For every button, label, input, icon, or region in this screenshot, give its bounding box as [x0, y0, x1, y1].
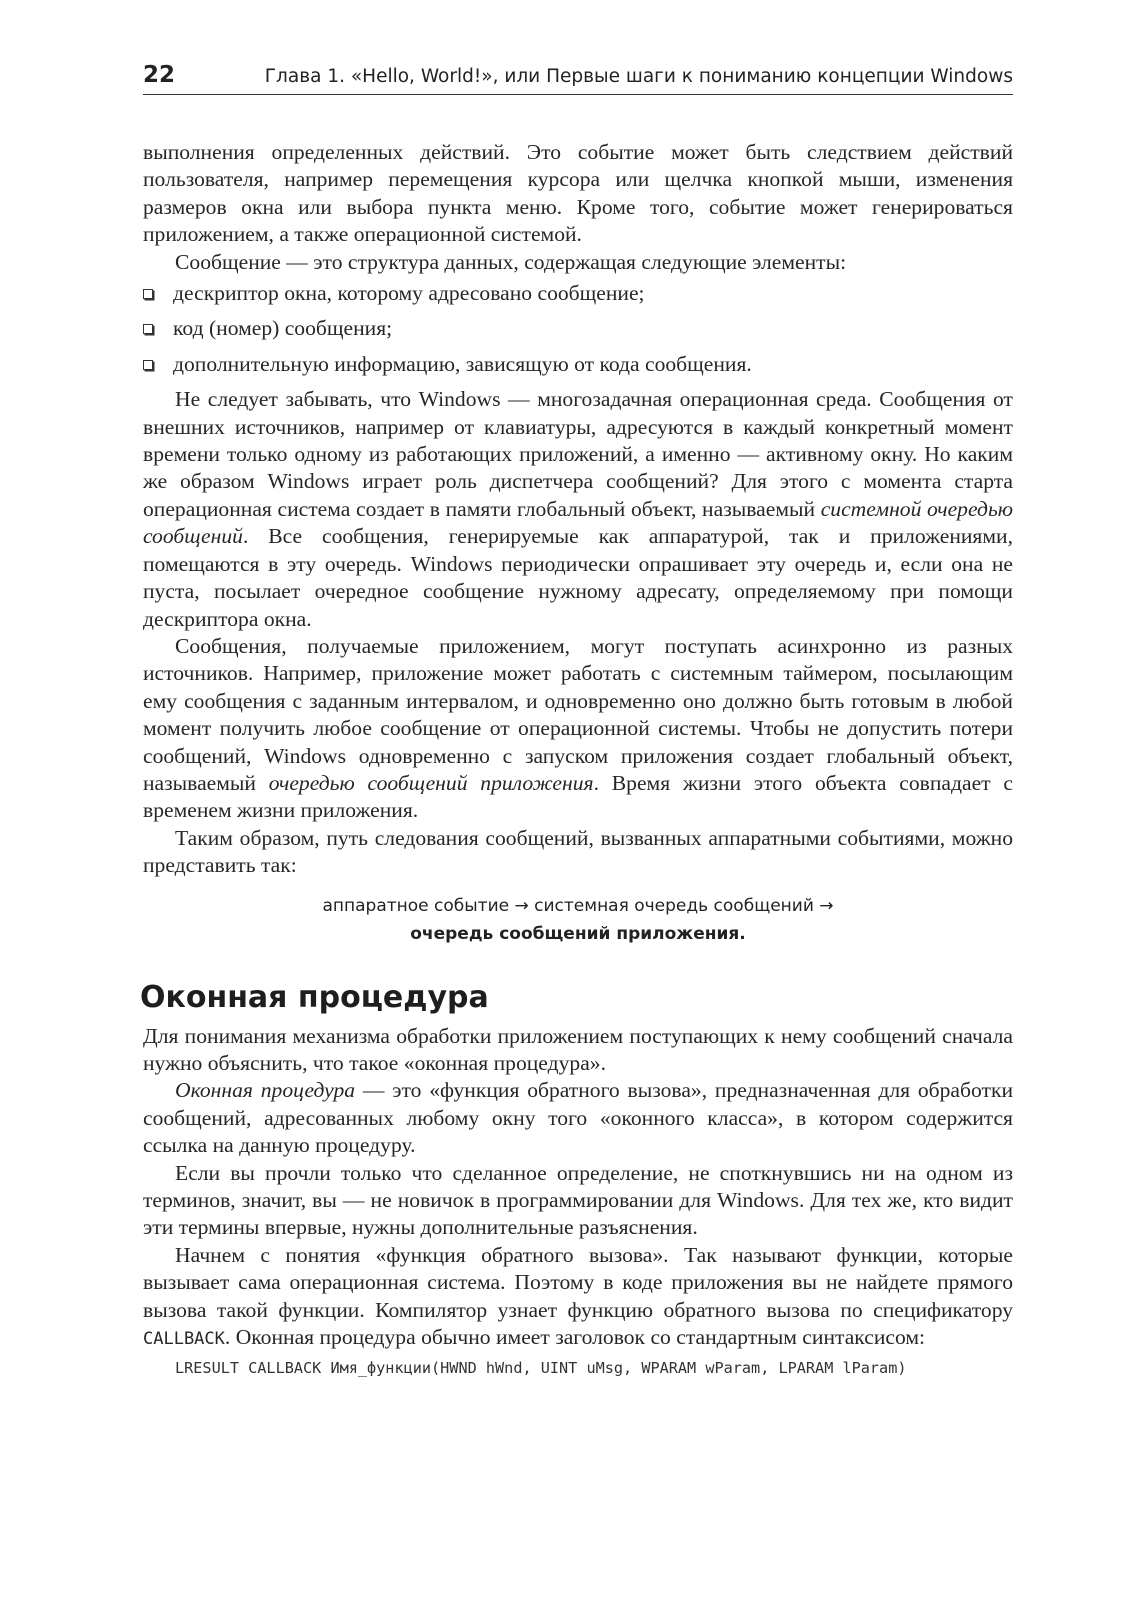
paragraph-continued: выполнения определенных действий. Это событие может быть следствием действий пользователя, например перемещения курсора или щелчка кнопкой мыши, изменения размеров окна или выбора пункта меню. Кроме того, событие может генерироваться приложением, а также операционной системой. [143, 140, 1013, 247]
section-heading: Оконная процедура [140, 979, 489, 1015]
code-signature: LRESULT CALLBACK Имя_функции(HWND hWnd, UINT uMsg, WPARAM wParam, LPARAM lParam) [175, 1359, 907, 1378]
list-item: код (номер) сообщения; [143, 315, 1013, 342]
list-item: дескриптор окна, которому адресовано сообщение; [143, 280, 1013, 307]
paragraph-newcomer-note: Если вы прочли только что сделанное определение, не споткнувшись ни на одном из терминов, значит, вы — не новичок в программировании для Windows. Для тех же, кто видит эти термины впервые, нужны дополнительные разъяснения. [143, 1160, 1013, 1240]
paragraph-window-procedure-definition: Оконная процедура — это «функция обратного вызова», предназначенная для обработки сообщений, адресованных любому окну того «оконного класса», в котором содержится ссылка на данную процедуру. [143, 1078, 1013, 1158]
paragraph-intro: Для понимания механизма обработки приложением поступающих к нему сообщений сначала нужно объяснить, что такое «оконная процедура». [143, 1023, 1013, 1075]
term-app-queue: очередью сообщений приложения [268, 770, 594, 795]
message-flow-line-2: очередь сообщений приложения. [410, 923, 746, 944]
list-item: дополнительную информацию, зависящую от кода сообщения. [143, 351, 1013, 378]
paragraph-app-queue: Сообщения, получаемые приложением, могут поступать асинхронно из разных источников. Например, приложение может работать с системным таймером, посылающим ему сообщения с заданным интервалом, и одновременно оно должно быть готовым в любой момент получить любое сообщение от операционной системы. Чтобы не допустить потери сообщений, Windows одновременно с запуском приложения создает глобальный объект, называемый очередью сообщений приложения. Время жизни этого объекта совпадает с временем жизни приложения. [143, 633, 1013, 823]
paragraph-message-definition: Сообщение — это структура данных, содержащая следующие элементы: [175, 249, 847, 274]
chapter-title: Глава 1. «Hello, World!», или Первые шаги к пониманию концепции Windows [264, 66, 1013, 87]
book-page [140, 58, 1013, 1378]
paragraph-message-path: Таким образом, путь следования сообщений, вызванных аппаратными событиями, можно представить так: [143, 825, 1013, 878]
checkbox-bullet-icon [143, 360, 153, 370]
section-body [143, 1023, 1013, 1354]
checkbox-bullet-icon [143, 289, 153, 299]
running-header [143, 58, 1013, 95]
message-elements-list [143, 280, 1013, 378]
body-text [143, 139, 1013, 880]
message-flow [143, 892, 1013, 948]
message-flow-line-1: аппаратное событие → системная очередь сообщений → [322, 895, 834, 916]
code-callback-keyword: CALLBACK [143, 1329, 225, 1350]
term-system-queue: системной очередью сообщений [143, 496, 1013, 549]
paragraph-system-queue: Не следует забывать, что Windows — многозадачная операционная среда. Сообщения от внешних источников, например от клавиатуры, адресуются в каждый конкретный момент времени только одному из работающих приложений, а именно — активному окну. Но каким же образом Windows играет роль диспетчера сообщений? Для этого с момента старта операционная система создает в памяти глобальный объект, называемый системной очередью сообщений. Все сообщения, генерируемые как аппаратурой, так и приложениями, помещаются в эту очередь. Windows периодически опрашивает эту очередь и, если она не пуста, посылает очередное сообщение нужному адресату, определяемому при помощи дескриптора окна. [143, 387, 1013, 631]
checkbox-bullet-icon [143, 324, 153, 334]
paragraph-callback: Начнем с понятия «функция обратного вызова». Так называют функции, которые вызывает сама операционная система. Поэтому в коде приложения вы не найдете прямого вызова такой функции. Компилятор узнает функцию обратного вызова по спецификатору CALLBACK. Оконная процедура обычно имеет заголовок со стандартным синтаксисом: [143, 1242, 1013, 1350]
term-window-procedure: Оконная процедура [175, 1078, 356, 1103]
page-number: 22 [143, 62, 176, 88]
